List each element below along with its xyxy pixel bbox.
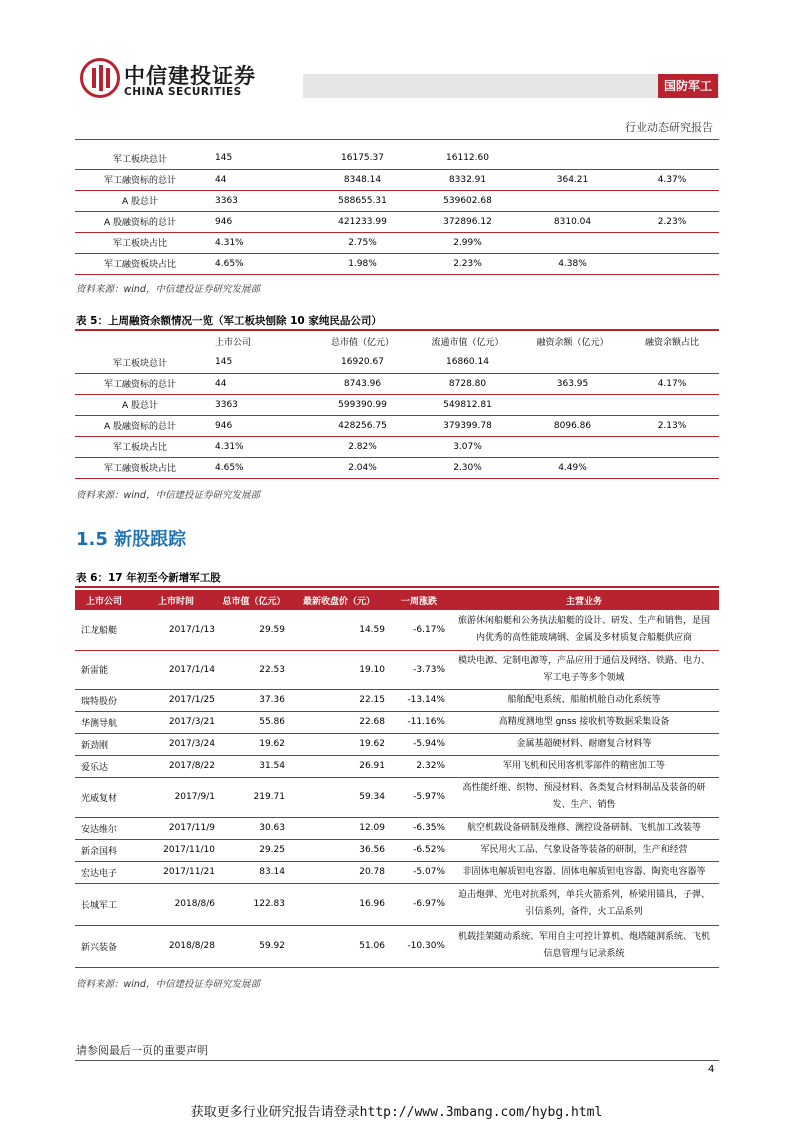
table-cell: 51.06 <box>289 925 389 967</box>
table5-header-cell <box>75 331 205 352</box>
table-cell: 16112.60 <box>446 153 489 164</box>
table6-header-cell: 最新收盘价（元） <box>289 590 389 610</box>
table4-row <box>75 211 719 232</box>
table-cell <box>520 148 625 169</box>
table-cell: 高性能纤维、织物、预浸材料、各类复合材料制品及装备的研发、生产、销售 <box>449 777 719 817</box>
table-cell: 2017/3/21 <box>133 711 219 733</box>
footer-divider <box>75 1060 719 1061</box>
table-cell <box>520 190 625 211</box>
table-cell: 2017/8/22 <box>133 755 219 777</box>
table5-row <box>75 415 719 436</box>
table-cell: 31.54 <box>219 755 289 777</box>
table6-row <box>75 755 719 777</box>
table-cell: 2.13% <box>657 420 687 431</box>
table6-row <box>75 711 719 733</box>
table5-caption: 表 5：上周融资余额情况一览（军工板块刨除 10 家纯民品公司） <box>76 315 382 327</box>
table-cell: 3363 <box>215 195 238 206</box>
table6-row <box>75 733 719 755</box>
table-cell: 372896.12 <box>443 216 492 227</box>
table6-header-cell: 总市值（亿元） <box>219 590 289 610</box>
table-cell: 946 <box>215 420 233 431</box>
table-cell: 8348.14 <box>343 174 382 185</box>
table5-row <box>75 457 719 478</box>
table-cell: 145 <box>215 357 233 368</box>
table-cell: -11.16% <box>389 711 449 733</box>
table-cell <box>625 190 719 211</box>
table6-header-row <box>75 590 719 610</box>
table-cell: 16860.14 <box>446 357 489 368</box>
table-cell: 军工融资标的总计 <box>103 380 176 390</box>
table-cell: 29.59 <box>219 610 289 650</box>
table6-header-cell: 一周涨跌 <box>389 590 449 610</box>
table-cell: 8743.96 <box>343 378 382 389</box>
table-cell: 军民用火工品、气象设备等装备的研制，生产和经营 <box>449 839 719 861</box>
table-cell: 428256.75 <box>338 420 387 431</box>
table6-row <box>75 689 719 711</box>
table-cell: 588655.31 <box>338 195 387 206</box>
table6-row <box>75 883 719 925</box>
download-link[interactable]: 获取更多行业研究报告请登录http://www.3mbang.com/hybg.html <box>190 1105 603 1120</box>
table-cell: 83.14 <box>219 861 289 883</box>
table-cell: 光威复材 <box>75 777 133 817</box>
report-type: 行业动态研究报告 <box>625 121 713 134</box>
table-cell: 3.07% <box>453 441 482 452</box>
table-cell: 55.86 <box>219 711 289 733</box>
sector-tag: 国防军工 <box>658 74 718 98</box>
table4-row <box>75 253 719 274</box>
table-cell: 44 <box>215 174 227 185</box>
table-cell: 2.23% <box>453 258 482 269</box>
table-cell: 14.59 <box>289 610 389 650</box>
table5-header-cell: 上市公司 <box>215 338 252 348</box>
table-cell: 16.96 <box>289 883 389 925</box>
logo-english-name: CHINA SECURITIES <box>124 86 242 98</box>
table-cell: 2017/9/1 <box>133 777 219 817</box>
table-cell: 长城军工 <box>75 883 133 925</box>
table-cell: 军工板块占比 <box>112 239 167 249</box>
table-cell: 高精度测地型 gnss 接收机等数据采集设备 <box>449 711 719 733</box>
table5-header-cell: 融资余额（亿元） <box>536 338 609 348</box>
table-cell: A 股总计 <box>121 401 159 411</box>
table6-header-cell: 主营业务 <box>449 590 719 610</box>
table-cell <box>520 394 625 415</box>
table-cell: 2.30% <box>453 462 482 473</box>
table-cell: 新余国科 <box>75 839 133 861</box>
table-cell: -5.97% <box>389 777 449 817</box>
table-cell: 新兴装备 <box>75 925 133 967</box>
table-cell: 华测导航 <box>75 711 133 733</box>
table-cell <box>520 352 625 373</box>
table-cell: 爱乐达 <box>75 755 133 777</box>
table-cell <box>625 457 719 478</box>
table-cell: 2.75% <box>348 237 377 248</box>
section-heading: 1.5 新股跟踪 <box>76 529 187 550</box>
table-cell: 3363 <box>215 399 238 410</box>
header-band <box>303 74 719 98</box>
table-cell: 19.62 <box>219 733 289 755</box>
table-cell: 2.82% <box>348 441 377 452</box>
table-cell: 30.63 <box>219 817 289 839</box>
table-cell: 363.95 <box>556 378 589 389</box>
table-cell: 946 <box>215 216 233 227</box>
table-cell: 2017/1/13 <box>133 610 219 650</box>
table-cell: 船舶配电系统、船舶机舱自动化系统等 <box>449 689 719 711</box>
table-cell: 26.91 <box>289 755 389 777</box>
table-cell: 军工融资板块占比 <box>103 464 176 474</box>
table-cell: -6.35% <box>389 817 449 839</box>
table-cell: -6.52% <box>389 839 449 861</box>
table5-row <box>75 394 719 415</box>
table-cell: 2017/11/10 <box>133 839 219 861</box>
table-cell: 8096.86 <box>553 420 592 431</box>
table-cell: 29.25 <box>219 839 289 861</box>
table-cell: 金属基超硬材料、耐磨复合材料等 <box>449 733 719 755</box>
table-cell: 37.36 <box>219 689 289 711</box>
table5-row <box>75 373 719 394</box>
table5-header-cell: 总市值（亿元） <box>330 338 394 348</box>
company-logo-icon <box>80 58 120 98</box>
table-cell: 2017/1/14 <box>133 650 219 689</box>
table-cell <box>625 394 719 415</box>
table5-header-row <box>75 331 719 352</box>
table-cell: 军用飞机和民用客机零部件的精密加工等 <box>449 755 719 777</box>
table-cell: 安达维尔 <box>75 817 133 839</box>
table4-partial <box>75 148 719 275</box>
table-cell: 4.65% <box>215 258 244 269</box>
table-cell <box>625 148 719 169</box>
table6-header-cell: 上市时间 <box>133 590 219 610</box>
table6-row <box>75 650 719 689</box>
table-cell: 2.32% <box>389 755 449 777</box>
table-cell: A 股融资标的总计 <box>103 422 177 432</box>
table5 <box>75 331 719 479</box>
table-cell: 军工融资标的总计 <box>103 176 176 186</box>
table6-row <box>75 777 719 817</box>
table6-row <box>75 861 719 883</box>
table-cell <box>625 352 719 373</box>
table-cell: -3.73% <box>389 650 449 689</box>
table-cell: -6.97% <box>389 883 449 925</box>
table-cell <box>520 436 625 457</box>
table-cell <box>625 232 719 253</box>
table-cell: 19.10 <box>289 650 389 689</box>
table6-row <box>75 839 719 861</box>
table6-caption-line <box>75 586 719 588</box>
table-cell: 145 <box>215 153 233 164</box>
table6-caption: 表 6：17 年初至今新增军工股 <box>76 572 221 584</box>
table-cell: 瑞特股份 <box>75 689 133 711</box>
header-divider <box>75 139 719 140</box>
table-cell: 机载挂架随动系统、军用自主可控计算机、炮塔随洞系统、飞机信息管理与记录系统 <box>449 925 719 967</box>
table-cell: -5.94% <box>389 733 449 755</box>
table4-row <box>75 169 719 190</box>
table4-source: 资料来源：wind，中信建投证券研究发展部 <box>76 284 260 295</box>
table4-row <box>75 232 719 253</box>
table6-source: 资料来源：wind，中信建投证券研究发展部 <box>76 979 260 990</box>
table-cell: 旅游休闲船艇和公务执法船艇的设计、研发、生产和销售，是国内优秀的高性能玻璃钢、金属及多材质复合船艇供应商 <box>449 610 719 650</box>
table-cell <box>625 436 719 457</box>
table-cell: 36.56 <box>289 839 389 861</box>
table-cell: 22.68 <box>289 711 389 733</box>
disclaimer-notice: 请参阅最后一页的重要声明 <box>76 1044 208 1057</box>
table-cell: 2017/3/24 <box>133 733 219 755</box>
table-cell: 2.04% <box>348 462 377 473</box>
table5-row <box>75 436 719 457</box>
table-cell: 新劲刚 <box>75 733 133 755</box>
table-cell: 航空机载设备研制及维修、测控设备研制、飞机加工改装等 <box>449 817 719 839</box>
table-cell: 421233.99 <box>338 216 387 227</box>
table-cell: 8728.80 <box>448 378 487 389</box>
table-cell: 59.92 <box>219 925 289 967</box>
table-cell: 4.17% <box>657 378 687 389</box>
table-cell: 4.38% <box>558 258 587 269</box>
table-cell: 219.71 <box>219 777 289 817</box>
table-cell: -6.17% <box>389 610 449 650</box>
table6 <box>75 590 719 968</box>
table-cell: 4.31% <box>215 237 244 248</box>
table-cell: 军工融资板块占比 <box>103 260 176 270</box>
table-cell: 16920.67 <box>341 357 384 368</box>
table-cell: 2017/1/25 <box>133 689 219 711</box>
table-cell: 宏达电子 <box>75 861 133 883</box>
table5-header-cell: 融资余额占比 <box>644 338 699 348</box>
table-cell: 江龙船艇 <box>75 610 133 650</box>
table-cell: 2.99% <box>453 237 482 248</box>
table-cell: -13.14% <box>389 689 449 711</box>
table4-row <box>75 190 719 211</box>
table-cell: 4.65% <box>215 462 244 473</box>
table4-row <box>75 148 719 169</box>
table-cell: 2018/8/28 <box>133 925 219 967</box>
table6-row <box>75 610 719 650</box>
table-cell: 44 <box>215 378 227 389</box>
table-cell: 22.15 <box>289 689 389 711</box>
table-cell: A 股融资标的总计 <box>103 218 177 228</box>
page-number: 4 <box>708 1064 715 1075</box>
table-cell: 军工板块总计 <box>112 358 167 369</box>
table-cell: 549812.81 <box>443 399 492 410</box>
table-cell: 22.53 <box>219 650 289 689</box>
table-cell: 军工板块占比 <box>112 443 167 453</box>
table-cell: -10.30% <box>389 925 449 967</box>
table-cell: 非固体电解质钽电容器、固体电解质钽电容器、陶瓷电容器等 <box>449 861 719 883</box>
table-cell: 1.98% <box>348 258 377 269</box>
table-cell: 16175.37 <box>341 153 384 164</box>
table-cell: 122.83 <box>219 883 289 925</box>
table-cell: 19.62 <box>289 733 389 755</box>
table6-row <box>75 925 719 967</box>
table-cell: 2.23% <box>657 216 687 227</box>
table-cell: 新雷能 <box>75 650 133 689</box>
table5-row <box>75 352 719 373</box>
table-cell: 迫击炮弹、光电对抗系列，单兵火箭系列，桥梁用锚具，子弹、引信系列，备件，火工品系列 <box>449 883 719 925</box>
table-cell <box>520 232 625 253</box>
table-cell: 2018/8/6 <box>133 883 219 925</box>
table-cell: 2017/11/21 <box>133 861 219 883</box>
table-cell: -5.07% <box>389 861 449 883</box>
table-cell <box>625 253 719 274</box>
table-cell: 599390.99 <box>338 399 387 410</box>
table-cell: 59.34 <box>289 777 389 817</box>
table-cell: 模块电源、定制电源等，产品应用于通信及网络、铁路、电力、军工电子等多个领域 <box>449 650 719 689</box>
table-cell: 12.09 <box>289 817 389 839</box>
table-cell: 4.37% <box>657 174 687 185</box>
table-cell: 4.31% <box>215 441 244 452</box>
table6-row <box>75 817 719 839</box>
table6-header-cell: 上市公司 <box>75 590 133 610</box>
table-cell: 539602.68 <box>443 195 492 206</box>
table-cell: 8332.91 <box>448 174 487 185</box>
table-cell: A 股总计 <box>121 197 159 207</box>
table-cell: 4.49% <box>558 462 587 473</box>
table-cell: 2017/11/9 <box>133 817 219 839</box>
table-cell: 军工板块总计 <box>112 154 167 165</box>
table5-header-cell: 流通市值（亿元） <box>431 338 504 348</box>
table-cell: 364.21 <box>556 174 589 185</box>
table5-source: 资料来源：wind，中信建投证券研究发展部 <box>76 490 260 501</box>
table-cell: 379399.78 <box>443 420 492 431</box>
table-cell: 20.78 <box>289 861 389 883</box>
logo-chinese-name: 中信建投证券 <box>124 64 256 88</box>
table-cell: 8310.04 <box>553 216 592 227</box>
